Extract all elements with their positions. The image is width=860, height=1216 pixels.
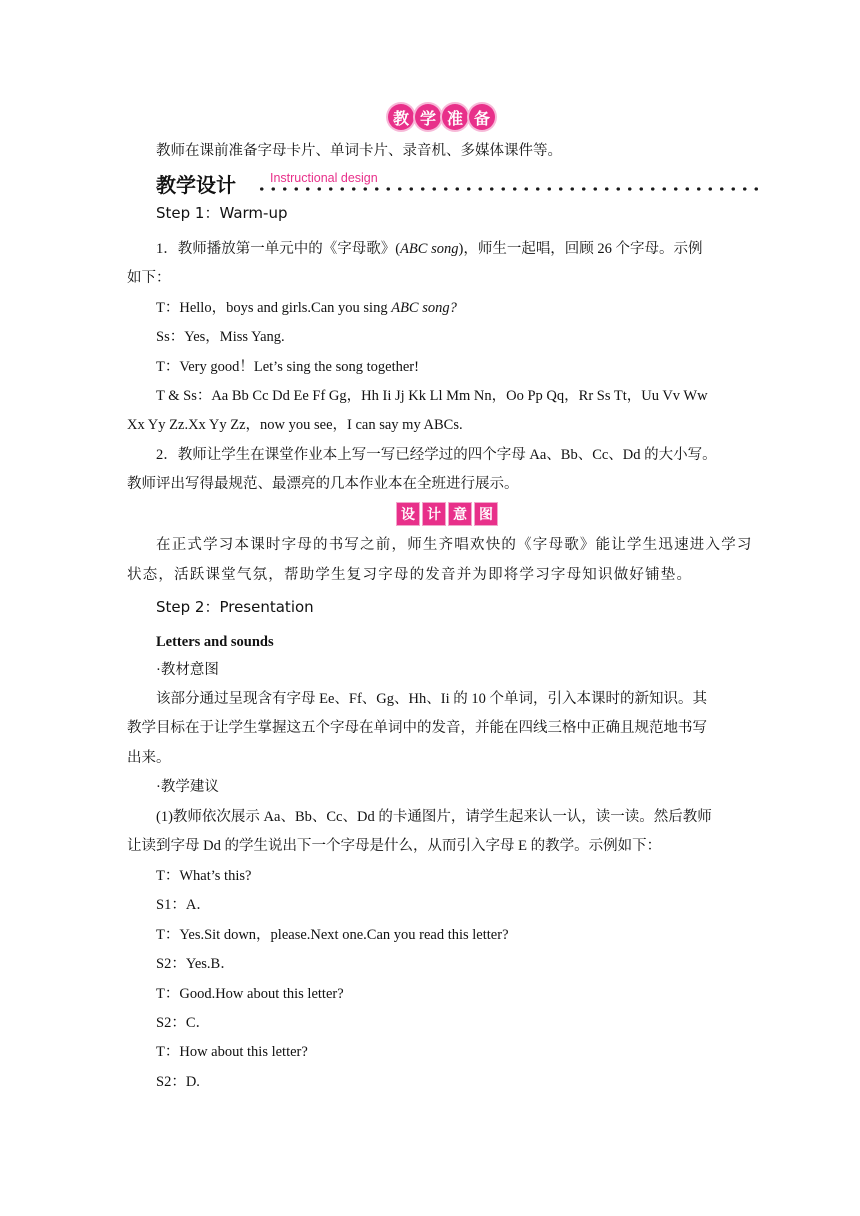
paragraph-line: 如下：	[127, 270, 171, 286]
paragraph-line: 教学目标在于让学生掌握这五个字母在单词中的发音，并能在四线三格中正确且规范地书写	[127, 720, 707, 736]
paragraph-line	[156, 239, 703, 259]
badge-char: 设	[396, 502, 420, 526]
dialog-line: T：Yes.Sit down，please.Next one.Can you read this letter?	[156, 927, 509, 943]
paragraph-line: 让读到字母 Dd 的学生说出下一个字母是什么，从而引入字母 E 的教学。示例如下：	[127, 838, 662, 854]
dialog-line: T：How about this letter?	[156, 1044, 308, 1060]
subsection-label: ·教学建议	[156, 779, 219, 795]
dialog-line: S2：D.	[156, 1074, 200, 1090]
dialog-line	[156, 298, 457, 318]
dialog-line: T：Good.How about this letter?	[156, 986, 344, 1002]
subsection-heading: Letters and sounds	[156, 634, 274, 650]
dialog-line: S2：Yes.B．	[156, 956, 235, 972]
text-run-italic: ABC song	[400, 241, 459, 257]
design-heading: 教学设计	[156, 173, 236, 197]
paragraph-line: 教师评出写得最规范、最漂亮的几本作业本在全班进行展示。	[127, 476, 519, 492]
subsection-label: ·教材意图	[156, 662, 219, 678]
dialog-line: S2：C．	[156, 1015, 210, 1031]
dialog-line: T：Very good！Let’s sing the song together!	[156, 359, 419, 375]
paragraph-line: 该部分通过呈现含有字母 Ee、Ff、Gg、Hh、Ii 的 10 个单词，引入本课时的新知识。其	[156, 691, 707, 707]
paragraph-line: 出来。	[127, 750, 171, 766]
dialog-line: S1：A．	[156, 897, 211, 913]
paragraph-line: 2．教师让学生在课堂作业本上写一写已经学过的四个字母 Aa、Bb、Cc、Dd 的大小写。	[156, 447, 717, 463]
teaching-prep-badge	[388, 104, 495, 130]
text-run-italic: ABC song?	[391, 300, 457, 316]
badge-char: 准	[442, 104, 468, 130]
badge-char: 意	[448, 502, 472, 526]
prep-text: 教师在课前准备字母卡片、单词卡片、录音机、多媒体课件等。	[156, 143, 562, 159]
dialog-line: T & Ss：Aa Bb Cc Dd Ee Ff Gg，Hh Ii Jj Kk Ll Mm Nn，Oo Pp Qq，Rr Ss Tt，Uu Vv Ww	[156, 388, 708, 404]
design-intent-badge	[396, 502, 498, 526]
dialog-line: Ss：Yes，Miss Yang.	[156, 329, 285, 345]
badge-char: 图	[474, 502, 498, 526]
intent-line: 在正式学习本课时字母的书写之前，师生齐唱欢快的《字母歌》能让学生迅速进入学习	[156, 537, 753, 553]
dialog-line: Xx Yy Zz.Xx Yy Zz，now you see，I can say my ABCs.	[127, 417, 463, 433]
step2-heading: Step 2：Presentation	[156, 598, 314, 616]
design-subheading: Instructional design	[270, 171, 378, 185]
dotted-divider	[256, 186, 764, 192]
badge-char: 备	[469, 104, 495, 130]
step1-heading: Step 1：Warm-up	[156, 204, 288, 222]
paragraph-line: (1)教师依次展示 Aa、Bb、Cc、Dd 的卡通图片，请学生起来认一认，读一读。然后教师	[156, 809, 712, 825]
badge-char: 计	[422, 502, 446, 526]
badge-char: 学	[415, 104, 441, 130]
text-run: )，师生一起唱，回顾 26 个字母。示例	[458, 241, 703, 257]
dialog-line: T：What’s this?	[156, 868, 252, 884]
badge-char: 教	[388, 104, 414, 130]
text-run: T：Hello，boys and girls.Can you sing	[156, 300, 392, 316]
text-run: 1．教师播放第一单元中的《字母歌》(	[156, 241, 401, 257]
intent-line: 状态，活跃课堂气氛，帮助学生复习字母的发音并为即将学习字母知识做好铺垫。	[127, 567, 693, 583]
